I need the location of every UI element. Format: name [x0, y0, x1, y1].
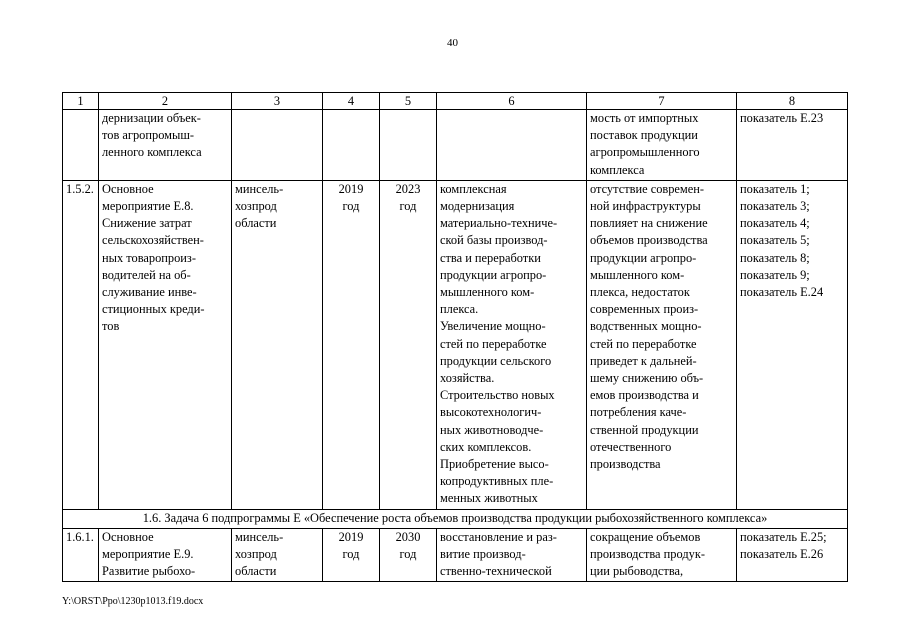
empty-cell [437, 110, 587, 181]
indicators-cell: показатель Е.23 [737, 110, 848, 181]
empty-cell [63, 110, 99, 181]
empty-cell [380, 110, 437, 181]
executor-cell: минсель- хозпрод области [232, 180, 323, 509]
expected-result-cell: восстановление и раз- витие производ- ственно-технической [437, 528, 587, 582]
start-year-cell: 2019 год [323, 528, 380, 582]
header-cell: 6 [437, 93, 587, 110]
table-row-continued [63, 110, 848, 181]
executor-cell: минсель- хозпрод области [232, 528, 323, 582]
row-number: 1.6.1. [63, 528, 99, 582]
empty-cell [323, 110, 380, 181]
indicators-cell: показатель Е.25; показатель Е.26 [737, 528, 848, 582]
end-year-cell: 2030 год [380, 528, 437, 582]
empty-cell [232, 110, 323, 181]
header-cell: 3 [232, 93, 323, 110]
page-number: 40 [447, 37, 458, 49]
table-row-1-5-2 [63, 180, 848, 509]
header-cell: 7 [587, 93, 737, 110]
measure-name-cell: Основное мероприятие Е.8. Снижение затрат сельскохозяйствен- ных товаропроиз- водителей на об- служивание инве- стиционных креди- тов [99, 180, 232, 509]
header-row [63, 93, 848, 110]
header-cell: 5 [380, 93, 437, 110]
header-cell: 8 [737, 93, 848, 110]
expected-result-cell: комплексная модернизация материально-техниче- ской базы производ- ства и переработки продукции агропро- мышленного ком- плекса. Увеличение мощно- стей по переработке продукции сельского хозяйства. Строительство новых высокотехнологич- ных животноводче- ских комплексов. Приобретение высо- копродуктивных пле- менных животных [437, 180, 587, 509]
header-cell: 2 [99, 93, 232, 110]
end-year-cell: 2023 год [380, 180, 437, 509]
task-row-1-6 [63, 509, 848, 528]
consequence-cell: мость от импортных поставок продукции агропромышленного комплекса [587, 110, 737, 181]
consequence-cell: сокращение объемов производства продук- ции рыбоводства, [587, 528, 737, 582]
table-row-1-6-1 [63, 528, 848, 582]
task-heading: 1.6. Задача 6 подпрограммы Е «Обеспечение роста объемов производства продукции рыбохозяйственного комплекса» [63, 509, 848, 528]
indicators-cell: показатель 1; показатель 3; показатель 4; показатель 5; показатель 8; показатель 9; показатель Е.24 [737, 180, 848, 509]
footer-file-path: Y:\ORST\Ppo\1230p1013.f19.docx [62, 596, 204, 607]
measure-name-cell: дернизации объек- тов агропромыш- ленного комплекса [99, 110, 232, 181]
consequence-cell: отсутствие современ- ной инфраструктуры повлияет на снижение объемов производства продукции агропро- мышленного ком- плекса, недостаток современных произ- водственных мощно- стей по переработке приведет к дальней- шему снижению объ- емов производства и потребления каче- ственной продукции отечественного производства [587, 180, 737, 509]
start-year-cell: 2019 год [323, 180, 380, 509]
measure-name-cell: Основное мероприятие Е.9. Развитие рыбохо- [99, 528, 232, 582]
row-number: 1.5.2. [63, 180, 99, 509]
header-cell: 1 [63, 93, 99, 110]
header-cell: 4 [323, 93, 380, 110]
measures-table [62, 92, 848, 582]
